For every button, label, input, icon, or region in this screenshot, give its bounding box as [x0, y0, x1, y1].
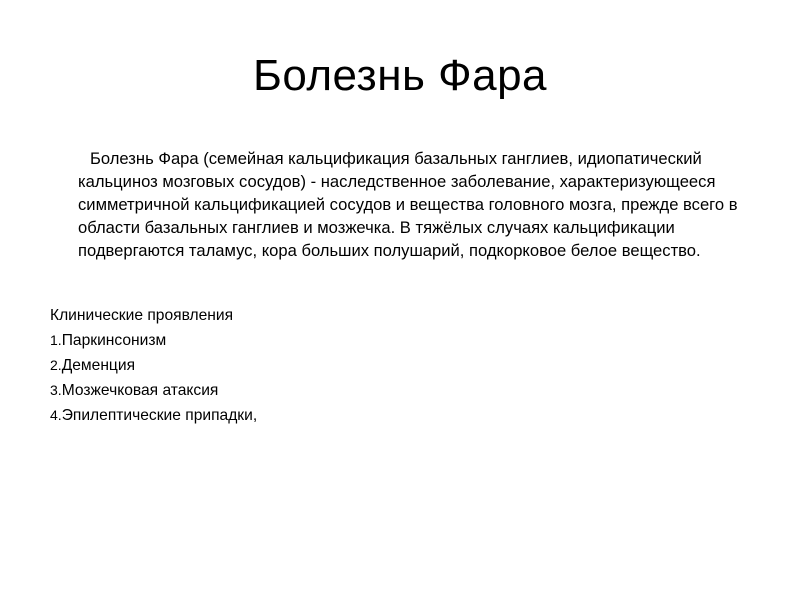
list-item-text: Деменция — [61, 357, 136, 374]
list-item-number: 4. — [50, 407, 62, 423]
section-heading: Клинические проявления — [50, 307, 234, 324]
list-item — [50, 378, 650, 403]
list-item — [50, 328, 650, 353]
description-paragraph: Болезнь Фара (семейная кальцификация базальных ганглиев, идиопатический кальциноз мозговых сосудов) - наследственное заболевание, характеризующееся симметричной кальцификацией сосудов и вещества головного мозга, прежде всего в области базальных ганглиев и мозжечка. В тяжёлых случаях кальцификации подвергаются таламус, кора больших полушарий, подкорковое белое вещество. — [78, 149, 738, 260]
clinical-manifestations-section — [50, 303, 650, 428]
list-item-text: Паркинсонизм — [61, 332, 167, 349]
list-item-number: 1. — [50, 332, 62, 348]
slide-title: Болезнь Фара — [252, 51, 548, 100]
list-item-number: 3. — [50, 382, 62, 398]
list-item — [50, 353, 650, 378]
manifestations-list — [50, 328, 650, 428]
list-item — [50, 403, 650, 428]
list-item-text: Эпилептические припадки, — [61, 407, 258, 424]
list-item-number: 2. — [50, 357, 62, 373]
list-item-text: Мозжечковая атаксия — [61, 382, 219, 399]
